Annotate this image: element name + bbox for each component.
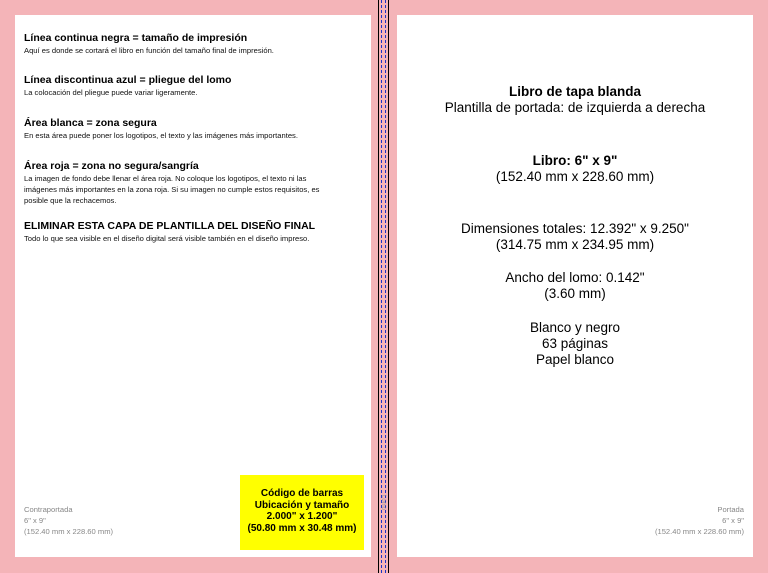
book-size: Libro: 6" x 9": [532, 153, 618, 168]
section-text: Todo lo que sea visible en el diseño digital será visible también en el diseño impreso.: [24, 234, 310, 243]
total-dims: Dimensiones totales: 12.392" x 9.250": [461, 221, 689, 236]
spine-label: Lomo: [380, 494, 386, 510]
info-section: [24, 32, 364, 56]
paper-info-block: [397, 320, 753, 368]
section-text: Aquí es donde se cortará el libro en función del tamaño final de impresión.: [24, 46, 274, 55]
info-section: [24, 117, 364, 141]
section-text: La imagen de fondo debe llenar el área roja. No coloque los logotipos, el texto ni las: [24, 174, 307, 183]
section-title: Línea continua negra = tamaño de impresión: [24, 32, 248, 44]
cover-subtitle: Plantilla de portada: de izquierda a derecha: [444, 100, 706, 115]
section-text: La colocación del pliegue puede variar ligeramente.: [24, 88, 198, 97]
section-title: Línea discontinua azul = pliegue del lomo: [24, 74, 232, 86]
barcode-placeholder: Código de barras Ubicación y tamaño 2.000" x 1.200" (50.80 mm x 30.48 mm): [240, 475, 364, 550]
spine-width-block: [397, 270, 753, 302]
back-cover-label: Contraportada 6" x 9" (152.40 mm x 228.60 mm): [24, 505, 114, 536]
section-title: Área roja = zona no segura/sangría: [24, 160, 199, 172]
color-mode: Blanco y negro: [529, 320, 621, 335]
section-text: En esta área puede poner los logotipos, el texto y las imágenes más importantes.: [24, 131, 298, 140]
trim-line-right: [388, 0, 389, 573]
paper-type: Papel blanco: [535, 352, 615, 367]
book-size-mm: (152.40 mm x 228.60 mm): [495, 169, 655, 184]
front-title-block: [397, 84, 753, 116]
total-dims-block: [397, 221, 753, 253]
spine-width: Ancho del lomo: 0.142": [505, 270, 645, 285]
info-section: [24, 74, 364, 98]
section-title: ELIMINAR ESTA CAPA DE PLANTILLA DEL DISEÑO FINAL: [24, 220, 316, 232]
book-size-block: [397, 153, 753, 185]
info-section: [24, 220, 364, 244]
info-section: [24, 160, 364, 206]
section-title: Área blanca = zona segura: [24, 117, 157, 129]
section-text: imágenes más importantes en la zona roja. Si su imagen no cumple estos requisitos, es: [24, 185, 320, 194]
section-text: posible que la rechacemos.: [24, 196, 117, 205]
page-count: 63 páginas: [541, 336, 609, 351]
front-cover-safe-area: [397, 15, 753, 557]
front-cover-label: Portada 6" x 9" (152.40 mm x 228.60 mm): [654, 505, 744, 536]
total-dims-mm: (314.75 mm x 234.95 mm): [495, 237, 655, 252]
spine-width-mm: (3.60 mm): [544, 286, 606, 301]
cover-title: Libro de tapa blanda: [508, 84, 641, 99]
